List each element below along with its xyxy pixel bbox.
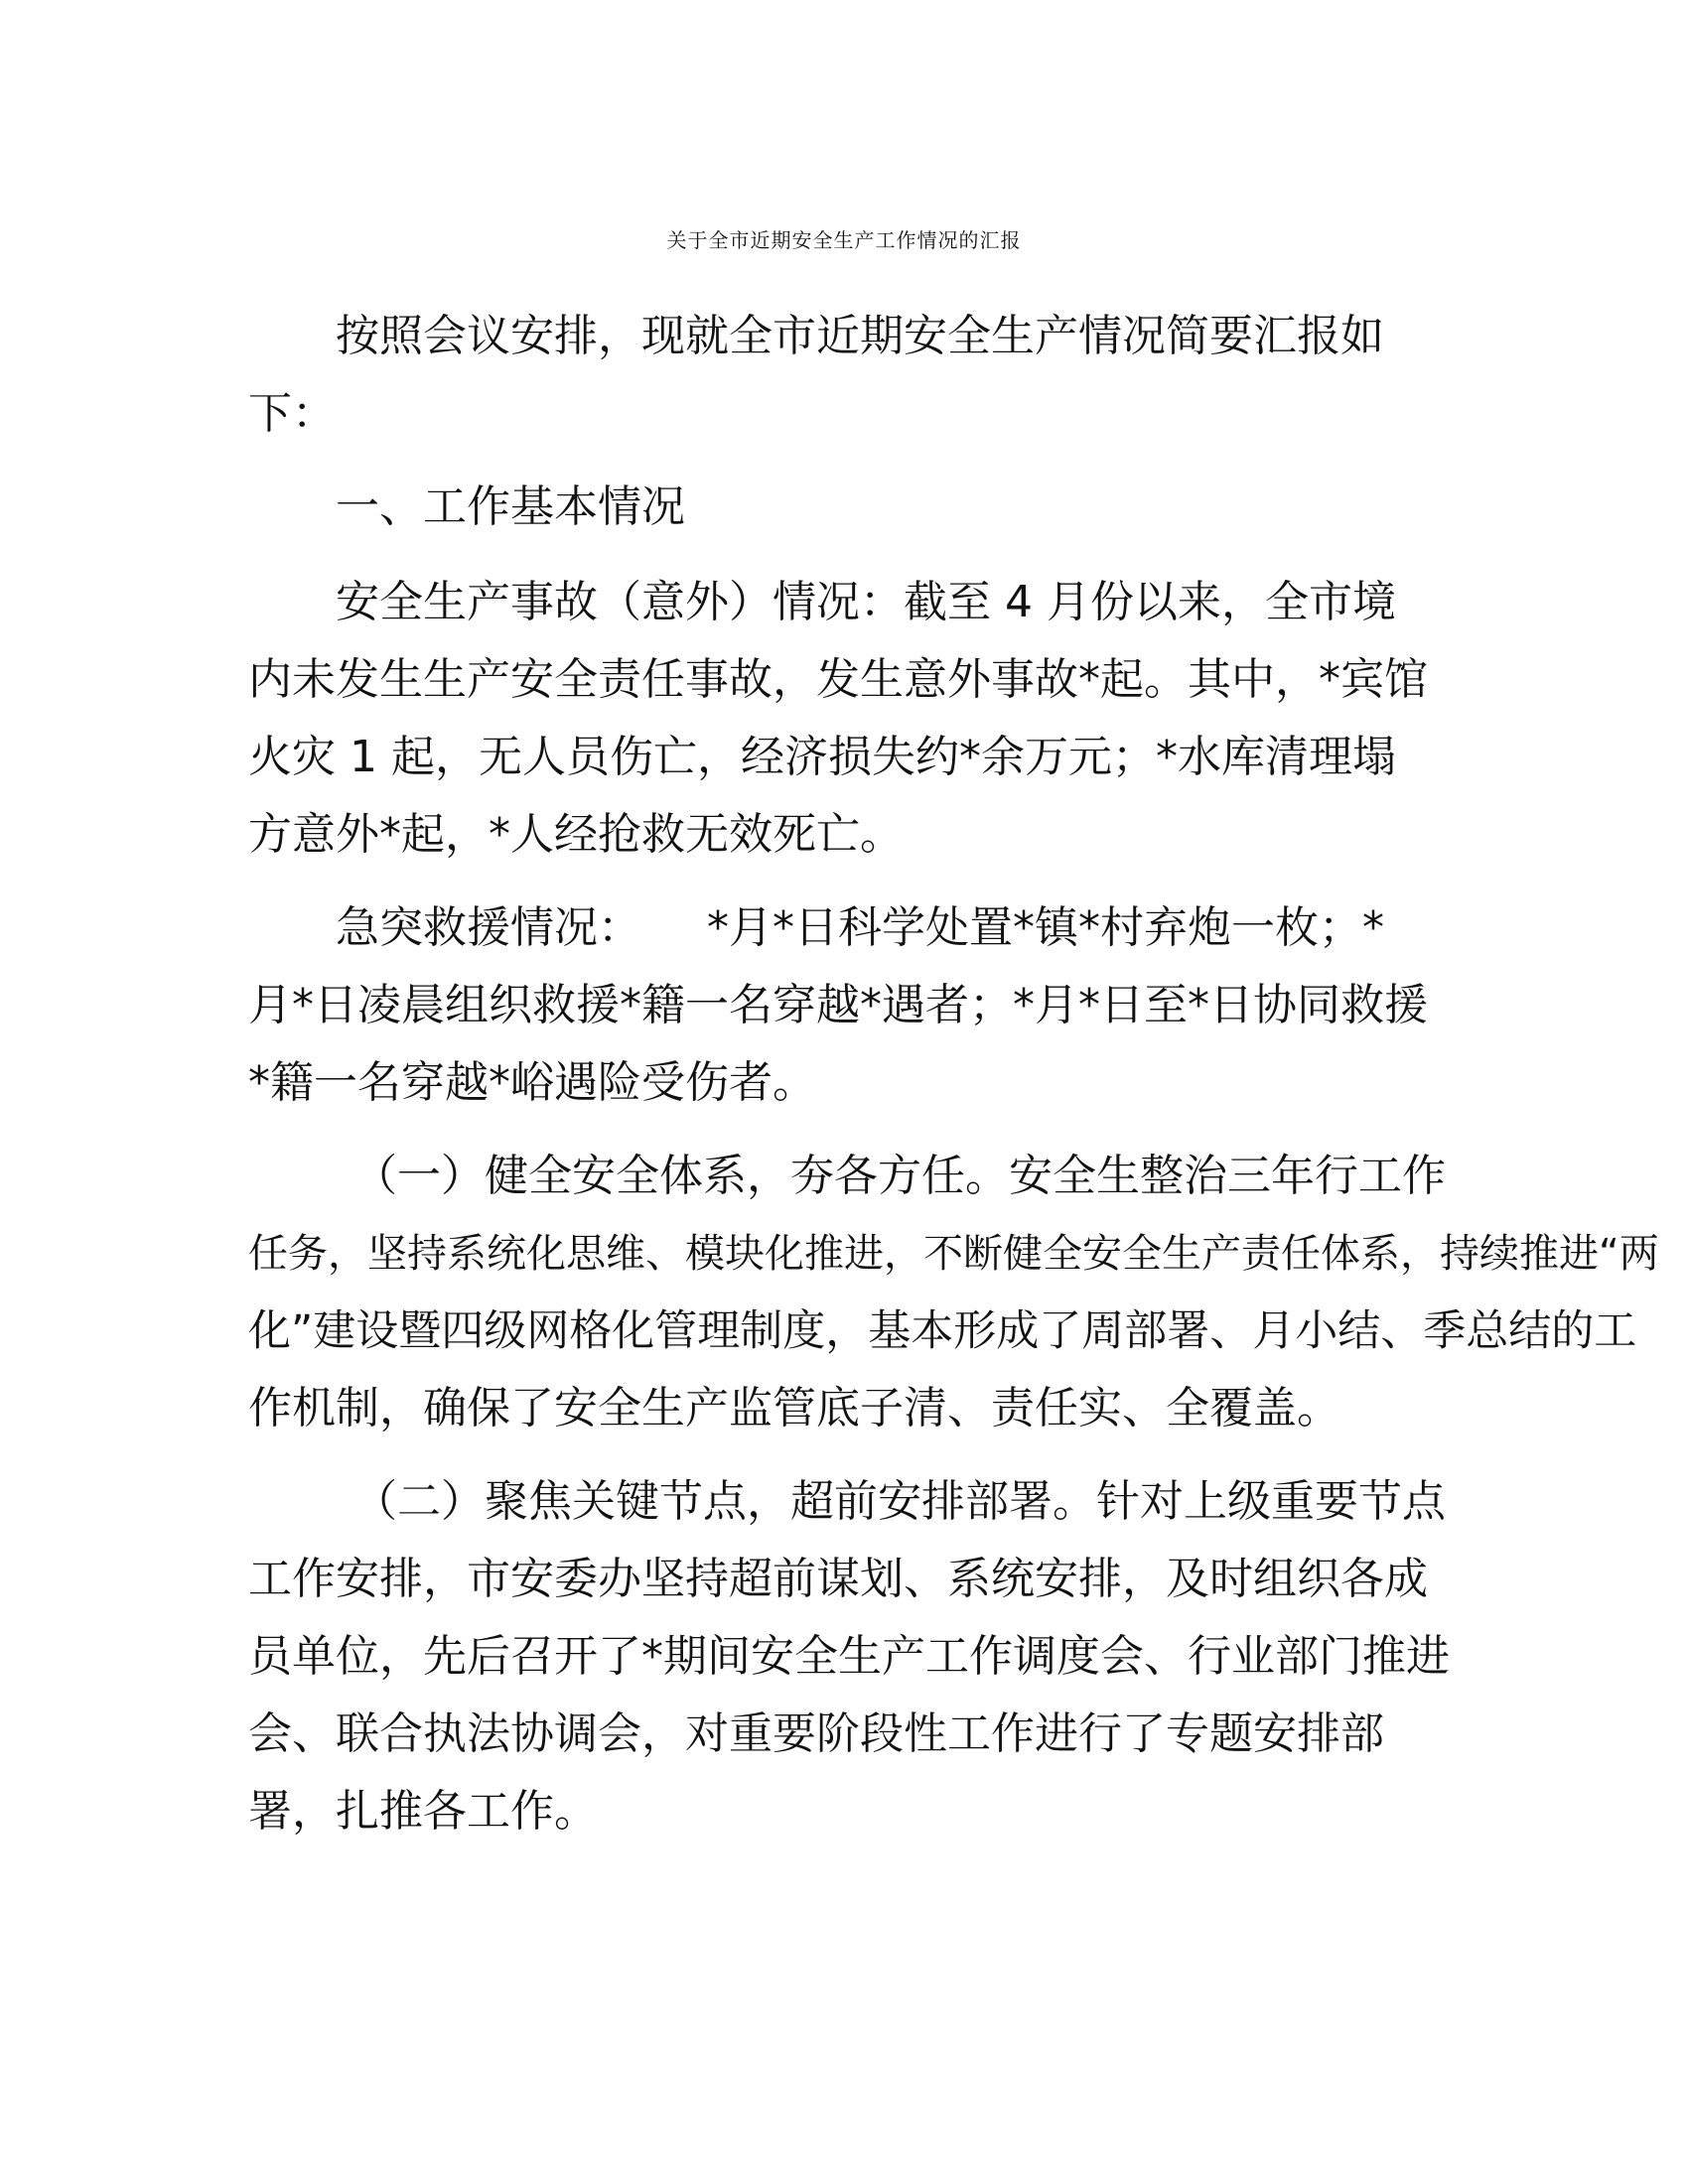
- paragraph-line: 安全生产事故（意外）情况：截至 4 月份以来，全市境: [336, 577, 1396, 627]
- section-heading: 一、工作基本情况: [336, 481, 685, 532]
- paragraph-line: 急突救援情况： *月*日科学处置*镇*村弃炮一枚；*: [336, 902, 1384, 953]
- paragraph-line: 署，扎推各工作。: [248, 1786, 598, 1837]
- paragraph-line: 会、联合执法协调会，对重要阶段性工作进行了专题安排部: [248, 1708, 1384, 1759]
- paragraph-line: 下：: [248, 388, 336, 439]
- subsection-heading-line: （一）健全安全体系，夯各方任。安全生整治三年行工作: [353, 1151, 1446, 1201]
- paragraph-line: 按照会议安排，现就全市近期安全生产情况简要汇报如: [336, 311, 1384, 361]
- paragraph-line: 任务，坚持系统化思维、模块化推进，不断健全安全生产责任体系，持续推进“两: [248, 1231, 1659, 1277]
- paragraph-line: 化”建设暨四级网格化管理制度，基本形成了周部署、月小结、季总结的工: [248, 1306, 1637, 1356]
- paragraph-line: 作机制，确保了安全生产监管底子清、责任实、全覆盖。: [248, 1383, 1340, 1433]
- paragraph-line: 员单位，先后召开了*期间安全生产工作调度会、行业部门推进: [248, 1631, 1450, 1682]
- paragraph-line: 方意外*起，*人经抢救无效死亡。: [248, 809, 904, 860]
- paragraph-line: 月*日凌晨组织救援*籍一名穿越*遇者；*月*日至*日协同救援: [248, 980, 1428, 1030]
- paragraph-line: 内未发生生产安全责任事故，发生意外事故*起。其中，*宾馆: [248, 654, 1428, 705]
- subsection-heading-line: （二）聚焦关键节点，超前安排部署。针对上级重要节点: [353, 1476, 1446, 1527]
- paragraph-line: 工作安排，市安委办坚持超前谋划、系统安排，及时组织各成: [248, 1554, 1428, 1604]
- document-title: 关于全市近期安全生产工作情况的汇报: [666, 228, 1022, 252]
- paragraph-line: 火灾 1 起，无人员伤亡，经济损失约*余万元；*水库清理塌: [248, 732, 1396, 782]
- paragraph-line: *籍一名穿越*峪遇险受伤者。: [248, 1057, 816, 1108]
